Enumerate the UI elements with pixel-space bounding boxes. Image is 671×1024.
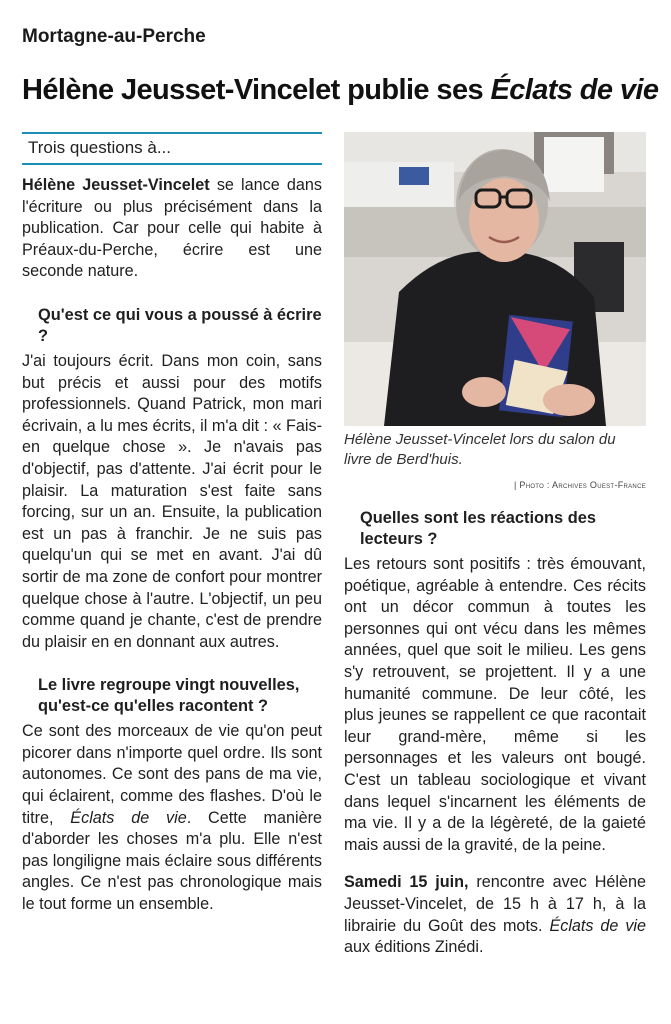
answer-1: J'ai toujours écrit. Dans mon coin, sans but précis et aussi pour des motifs professionnels. Quand Patrick, mon mari écrivain, a lu mes écrits, il m'a dit : « Fais-en quelque chose ». Je n'avais pas d'objectif, pas d'attente. J'ai écrit pour le plaisir. La maturation s'est faite sans forcing, sur un an. Ensuite, la publication est un pas à franchir. Je ne suis pas quelqu'un qui se met en avant. J'ai dû sortir de ma zone de confort pour montrer quelque chose à l'autre. L'objectif, un peu comme quand je chante, c'est de prendre du plaisir en en donnant aux autres.: [22, 351, 322, 651]
headline-main: Hélène Jeusset-Vincelet publie ses: [22, 74, 491, 106]
rubric: Trois questions à...: [22, 132, 322, 165]
event-publisher: aux éditions Zinédi.: [344, 938, 484, 957]
right-column: [344, 132, 646, 959]
question-3: Quelles sont les réactions des lecteurs ?: [360, 509, 596, 548]
author-photo: [344, 132, 646, 426]
headline: [22, 74, 658, 107]
spacer: [344, 856, 646, 872]
intro-text: se lance dans l'écriture ou plus précisément dans la publication. Car pour celle qui habite à Préaux-du-Perche, écrire est une seconde nature.: [22, 176, 322, 281]
answer-3: Les retours sont positifs : très émouvant, poétique, agréable à entendre. Ces récits ont un décor commun à toutes les personnes qui ont vécu dans les mêmes années, quel que soit le milieu. Les gens s'y retrouvent, se projettent. Il y a une humanité commune. De leur côté, les plus jeunes se rappellent ce que racontait leur grand-mère, même si les personnages et les valeurs ont bougé. C'est un tableau sociologique et vivant dans lequel s'incarnent les éléments de ma vie. Il y a de la légèreté, de la gaieté mais aussi de la gravité, de la peine.: [344, 555, 646, 854]
left-column: [22, 132, 322, 916]
answer-2: [22, 721, 322, 915]
event-text: rencontre avec Hélène Jeusset-Vincelet, de 15 h à 17 h, à la librairie du Goût des mots.: [344, 873, 646, 935]
kicker: Mortagne-au-Perche: [22, 26, 206, 47]
photo-illustration: [344, 132, 646, 426]
photo-caption: Hélène Jeusset-Vincelet lors du salon du livre de Berd'huis.: [344, 431, 616, 468]
question-2: Le livre regroupe vingt nouvelles, qu'est-ce qu'elles racontent ?: [38, 676, 300, 716]
intro-paragraph: [22, 175, 322, 283]
answer-2-part1: Ce sont des morceaux de vie qu'on peut picorer dans n'importe quel ordre. Ils sont autonomes. Ce sont des pans de ma vie, qui éclairent, comme des flashes. D'où le titre,: [22, 722, 322, 827]
intro-name: Hélène Jeusset-Vincelet: [22, 176, 210, 194]
answer-2-part2: . Cette manière d'aborder les choses m'a plu. Elle n'est pas longiligne mais éclaire sous différents angles. Ce n'est pas chronologique mais le tout forme un ensemble.: [22, 808, 322, 914]
answer-2-book-title: Éclats de vie: [70, 808, 187, 827]
photo-credit: | Photo : Archives Ouest-France: [513, 480, 646, 490]
event-book-title: Éclats de vie: [549, 916, 647, 935]
event-info: [344, 872, 646, 958]
question-1: Qu'est ce qui vous a poussé à écrire ?: [38, 305, 322, 345]
event-date: Samedi 15 juin,: [344, 873, 469, 892]
headline-book-title: Éclats de vie: [490, 74, 659, 106]
